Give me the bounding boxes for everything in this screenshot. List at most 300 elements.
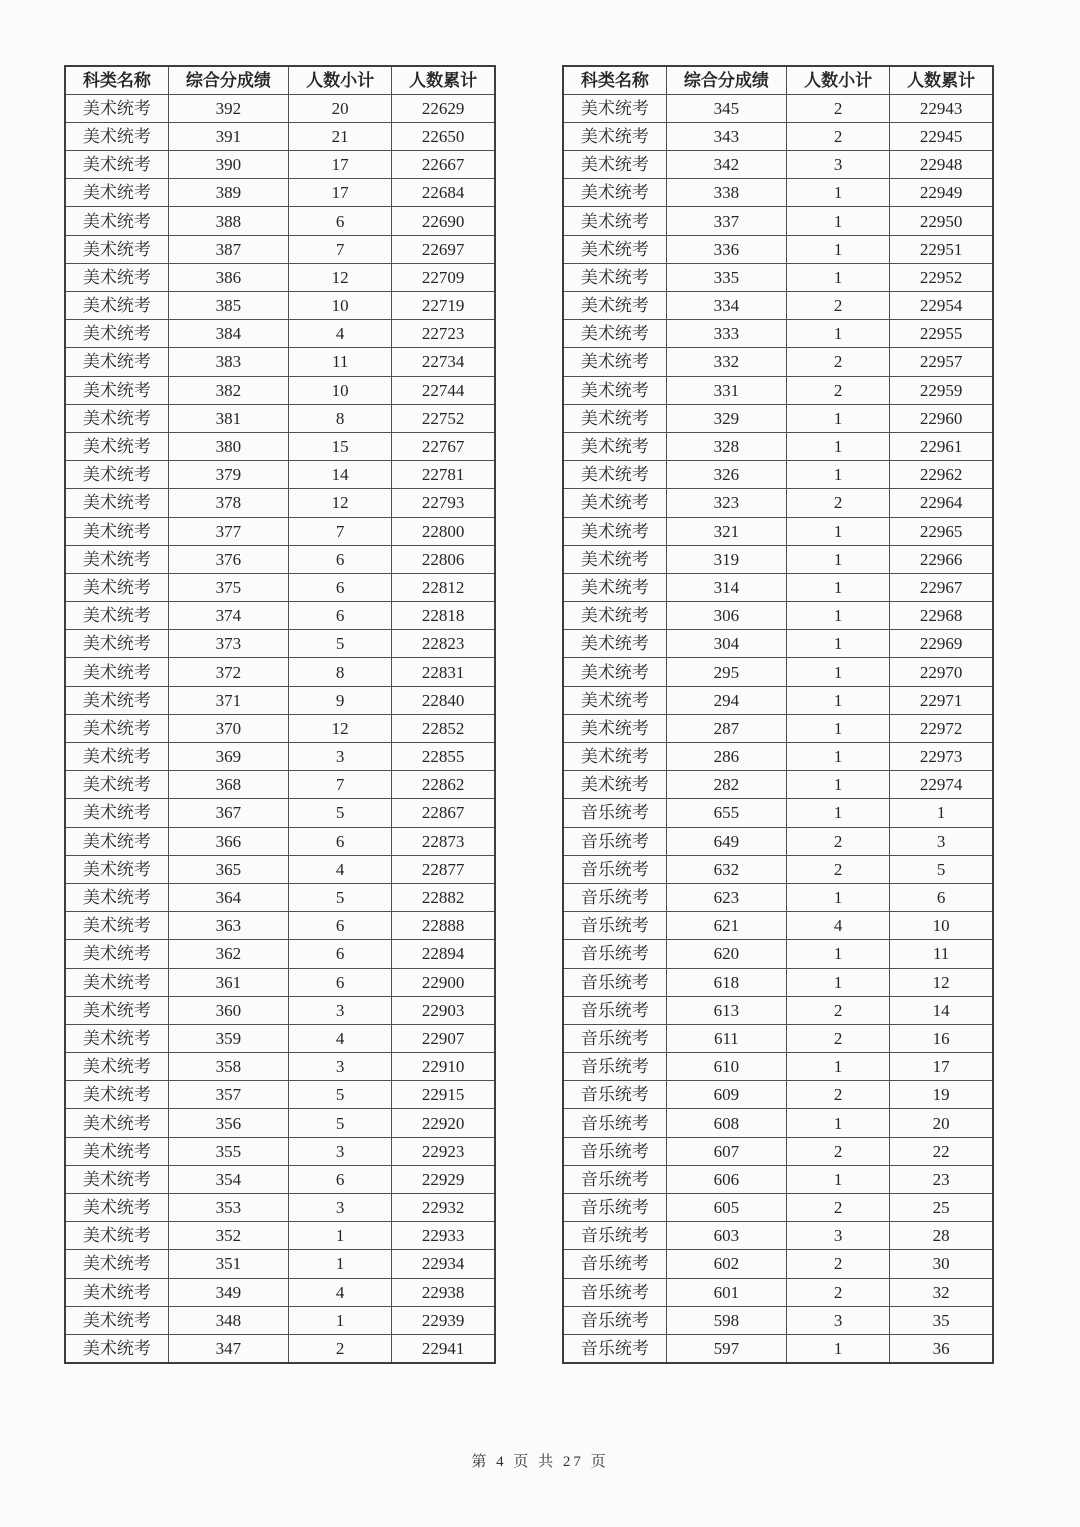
- table-row: [65, 207, 495, 235]
- table-cell: 音乐统考: [563, 940, 666, 968]
- table-cell: 3: [289, 1053, 392, 1081]
- table-cell: 22709: [392, 263, 495, 291]
- table-cell: 美术统考: [65, 855, 168, 883]
- table-cell: 22831: [392, 658, 495, 686]
- table-cell: 音乐统考: [563, 912, 666, 940]
- table-cell: 美术统考: [563, 489, 666, 517]
- header-category-name: 科类名称: [563, 66, 666, 94]
- table-cell: 7: [289, 517, 392, 545]
- table-cell: 22697: [392, 235, 495, 263]
- table-cell: 2: [787, 1194, 890, 1222]
- table-cell: 14: [890, 996, 993, 1024]
- table-cell: 22973: [890, 743, 993, 771]
- table-cell: 1: [787, 207, 890, 235]
- table-row: [563, 263, 993, 291]
- table-cell: 22941: [392, 1334, 495, 1362]
- table-cell: 606: [666, 1165, 786, 1193]
- table-row: [563, 1081, 993, 1109]
- table-cell: 382: [168, 376, 288, 404]
- table-cell: 22915: [392, 1081, 495, 1109]
- table-cell: 美术统考: [65, 1306, 168, 1334]
- table-cell: 美术统考: [65, 235, 168, 263]
- table-cell: 美术统考: [563, 320, 666, 348]
- table-row: [65, 1053, 495, 1081]
- table-cell: 音乐统考: [563, 1334, 666, 1362]
- table-row: [563, 489, 993, 517]
- table-cell: 375: [168, 573, 288, 601]
- table-cell: 36: [890, 1334, 993, 1362]
- table-cell: 30: [890, 1250, 993, 1278]
- table-cell: 1: [787, 1334, 890, 1362]
- table-cell: 602: [666, 1250, 786, 1278]
- table-cell: 美术统考: [65, 968, 168, 996]
- table-cell: 329: [666, 404, 786, 432]
- table-cell: 352: [168, 1222, 288, 1250]
- table-row: [65, 235, 495, 263]
- table-cell: 11: [289, 348, 392, 376]
- table-row: [65, 292, 495, 320]
- table-cell: 2: [787, 376, 890, 404]
- table-row: [65, 348, 495, 376]
- table-cell: 美术统考: [563, 432, 666, 460]
- table-cell: 美术统考: [563, 151, 666, 179]
- table-row: [563, 122, 993, 150]
- table-cell: 美术统考: [65, 517, 168, 545]
- table-cell: 370: [168, 714, 288, 742]
- table-body-right: [563, 94, 993, 1362]
- header-count-subtotal: 人数小计: [289, 66, 392, 94]
- table-row: [65, 1278, 495, 1306]
- table-cell: 美术统考: [65, 545, 168, 573]
- table-cell: 1: [787, 714, 890, 742]
- table-cell: 368: [168, 771, 288, 799]
- table-cell: 美术统考: [563, 348, 666, 376]
- table-cell: 22969: [890, 630, 993, 658]
- table-cell: 音乐统考: [563, 827, 666, 855]
- table-cell: 3: [890, 827, 993, 855]
- table-cell: 6: [890, 883, 993, 911]
- header-count-cumulative: 人数累计: [890, 66, 993, 94]
- table-cell: 6: [289, 827, 392, 855]
- table-cell: 4: [787, 912, 890, 940]
- table-cell: 22968: [890, 602, 993, 630]
- table-cell: 音乐统考: [563, 968, 666, 996]
- table-cell: 美术统考: [65, 376, 168, 404]
- table-cell: 美术统考: [563, 630, 666, 658]
- table-cell: 620: [666, 940, 786, 968]
- table-cell: 1: [787, 1053, 890, 1081]
- table-row: [65, 179, 495, 207]
- table-cell: 1: [787, 179, 890, 207]
- header-composite-score: 综合分成绩: [666, 66, 786, 94]
- table-cell: 287: [666, 714, 786, 742]
- table-row: [65, 855, 495, 883]
- table-cell: 5: [289, 799, 392, 827]
- table-cell: 4: [289, 320, 392, 348]
- table-cell: 377: [168, 517, 288, 545]
- table-row: [65, 1081, 495, 1109]
- table-cell: 353: [168, 1194, 288, 1222]
- table-cell: 337: [666, 207, 786, 235]
- table-cell: 22684: [392, 179, 495, 207]
- table-cell: 3: [289, 1194, 392, 1222]
- table-cell: 美术统考: [563, 658, 666, 686]
- table-cell: 1: [787, 771, 890, 799]
- table-cell: 22767: [392, 432, 495, 460]
- table-row: [65, 1109, 495, 1137]
- table-cell: 22938: [392, 1278, 495, 1306]
- table-cell: 9: [289, 686, 392, 714]
- table-cell: 1: [289, 1222, 392, 1250]
- table-cell: 音乐统考: [563, 1165, 666, 1193]
- table-cell: 22950: [890, 207, 993, 235]
- table-cell: 4: [289, 855, 392, 883]
- table-cell: 17: [289, 151, 392, 179]
- table-row: [65, 1250, 495, 1278]
- table-cell: 2: [787, 1137, 890, 1165]
- table-row: [563, 376, 993, 404]
- table-cell: 22734: [392, 348, 495, 376]
- table-cell: 351: [168, 1250, 288, 1278]
- table-cell: 22852: [392, 714, 495, 742]
- table-cell: 372: [168, 658, 288, 686]
- table-cell: 美术统考: [65, 1109, 168, 1137]
- table-cell: 22923: [392, 1137, 495, 1165]
- table-cell: 632: [666, 855, 786, 883]
- table-cell: 美术统考: [563, 573, 666, 601]
- table-cell: 597: [666, 1334, 786, 1362]
- table-cell: 6: [289, 602, 392, 630]
- table-cell: 374: [168, 602, 288, 630]
- table-cell: 6: [289, 207, 392, 235]
- table-row: [563, 996, 993, 1024]
- table-cell: 361: [168, 968, 288, 996]
- table-row: [65, 658, 495, 686]
- table-cell: 371: [168, 686, 288, 714]
- table-cell: 376: [168, 545, 288, 573]
- page-footer: 第 4 页 共 27 页: [471, 1454, 609, 1470]
- table-cell: 28: [890, 1222, 993, 1250]
- table-cell: 22888: [392, 912, 495, 940]
- table-cell: 354: [168, 1165, 288, 1193]
- table-cell: 美术统考: [65, 263, 168, 291]
- table-cell: 618: [666, 968, 786, 996]
- table-cell: 1: [787, 602, 890, 630]
- table-row: [65, 630, 495, 658]
- table-cell: 601: [666, 1278, 786, 1306]
- table-cell: 649: [666, 827, 786, 855]
- table-cell: 音乐统考: [563, 1053, 666, 1081]
- table-cell: 392: [168, 94, 288, 122]
- table-cell: 美术统考: [65, 320, 168, 348]
- table-cell: 12: [890, 968, 993, 996]
- table-cell: 19: [890, 1081, 993, 1109]
- header-count-subtotal: 人数小计: [787, 66, 890, 94]
- table-cell: 388: [168, 207, 288, 235]
- table-cell: 美术统考: [65, 714, 168, 742]
- table-cell: 14: [289, 461, 392, 489]
- table-row: [563, 743, 993, 771]
- table-cell: 319: [666, 545, 786, 573]
- table-cell: 8: [289, 404, 392, 432]
- table-cell: 音乐统考: [563, 855, 666, 883]
- table-cell: 22867: [392, 799, 495, 827]
- table-cell: 607: [666, 1137, 786, 1165]
- table-cell: 1: [787, 545, 890, 573]
- table-cell: 598: [666, 1306, 786, 1334]
- table-cell: 22960: [890, 404, 993, 432]
- table-cell: 6: [289, 1165, 392, 1193]
- table-cell: 音乐统考: [563, 1250, 666, 1278]
- table-cell: 22951: [890, 235, 993, 263]
- table-cell: 343: [666, 122, 786, 150]
- table-cell: 美术统考: [65, 658, 168, 686]
- table-row: [65, 799, 495, 827]
- table-row: [65, 263, 495, 291]
- table-cell: 366: [168, 827, 288, 855]
- table-cell: 22957: [890, 348, 993, 376]
- table-cell: 349: [168, 1278, 288, 1306]
- table-cell: 25: [890, 1194, 993, 1222]
- table-row: [65, 1165, 495, 1193]
- table-cell: 音乐统考: [563, 1137, 666, 1165]
- score-table-left: [64, 65, 496, 1364]
- table-cell: 22894: [392, 940, 495, 968]
- table-cell: 22877: [392, 855, 495, 883]
- table-cell: 美术统考: [65, 1081, 168, 1109]
- table-cell: 12: [289, 714, 392, 742]
- table-cell: 6: [289, 545, 392, 573]
- table-row: [563, 686, 993, 714]
- table-cell: 美术统考: [65, 1194, 168, 1222]
- table-cell: 5: [289, 630, 392, 658]
- table-row: [563, 1334, 993, 1362]
- table-cell: 22934: [392, 1250, 495, 1278]
- table-cell: 22862: [392, 771, 495, 799]
- table-cell: 22900: [392, 968, 495, 996]
- table-cell: 22793: [392, 489, 495, 517]
- table-cell: 621: [666, 912, 786, 940]
- table-cell: 4: [289, 1278, 392, 1306]
- table-row: [563, 461, 993, 489]
- table-cell: 美术统考: [65, 743, 168, 771]
- table-cell: 5: [890, 855, 993, 883]
- table-cell: 22952: [890, 263, 993, 291]
- table-row: [65, 432, 495, 460]
- table-cell: 美术统考: [65, 1278, 168, 1306]
- table-cell: 334: [666, 292, 786, 320]
- table-cell: 5: [289, 1109, 392, 1137]
- table-cell: 22933: [392, 1222, 495, 1250]
- table-cell: 286: [666, 743, 786, 771]
- table-cell: 6: [289, 573, 392, 601]
- table-row: [563, 1165, 993, 1193]
- table-row: [563, 912, 993, 940]
- table-cell: 321: [666, 517, 786, 545]
- table-cell: 22974: [890, 771, 993, 799]
- table-cell: 348: [168, 1306, 288, 1334]
- table-cell: 333: [666, 320, 786, 348]
- table-row: [563, 630, 993, 658]
- table-cell: 611: [666, 1024, 786, 1052]
- table-cell: 1: [787, 1165, 890, 1193]
- table-cell: 2: [787, 94, 890, 122]
- table-row: [65, 376, 495, 404]
- table-cell: 美术统考: [65, 602, 168, 630]
- table-cell: 1: [787, 263, 890, 291]
- table-cell: 12: [289, 263, 392, 291]
- table-row: [563, 179, 993, 207]
- table-cell: 美术统考: [65, 1137, 168, 1165]
- score-table-right: [562, 65, 994, 1364]
- table-cell: 音乐统考: [563, 1194, 666, 1222]
- table-cell: 22: [890, 1137, 993, 1165]
- table-cell: 美术统考: [65, 207, 168, 235]
- table-cell: 2: [787, 996, 890, 1024]
- table-row: [65, 122, 495, 150]
- table-row: [563, 94, 993, 122]
- table-cell: 336: [666, 235, 786, 263]
- table-cell: 5: [289, 883, 392, 911]
- table-row: [563, 771, 993, 799]
- table-cell: 22964: [890, 489, 993, 517]
- table-cell: 391: [168, 122, 288, 150]
- table-cell: 22962: [890, 461, 993, 489]
- table-cell: 608: [666, 1109, 786, 1137]
- table-row: [65, 517, 495, 545]
- table-row: [65, 602, 495, 630]
- table-cell: 美术统考: [563, 517, 666, 545]
- table-row: [65, 573, 495, 601]
- table-cell: 22967: [890, 573, 993, 601]
- table-cell: 358: [168, 1053, 288, 1081]
- table-cell: 323: [666, 489, 786, 517]
- table-cell: 美术统考: [563, 461, 666, 489]
- table-cell: 22966: [890, 545, 993, 573]
- table-row: [563, 1306, 993, 1334]
- table-row: [65, 461, 495, 489]
- table-cell: 2: [787, 827, 890, 855]
- table-header-row: [65, 66, 495, 94]
- table-cell: 美术统考: [563, 292, 666, 320]
- table-cell: 1: [289, 1250, 392, 1278]
- table-row: [563, 602, 993, 630]
- table-cell: 22650: [392, 122, 495, 150]
- table-cell: 美术统考: [65, 179, 168, 207]
- table-row: [563, 1250, 993, 1278]
- table-cell: 音乐统考: [563, 996, 666, 1024]
- table-cell: 美术统考: [65, 1250, 168, 1278]
- table-row: [563, 1137, 993, 1165]
- table-row: [563, 207, 993, 235]
- table-cell: 380: [168, 432, 288, 460]
- table-cell: 22929: [392, 1165, 495, 1193]
- table-cell: 22629: [392, 94, 495, 122]
- table-cell: 美术统考: [563, 714, 666, 742]
- table-cell: 22903: [392, 996, 495, 1024]
- table-cell: 7: [289, 771, 392, 799]
- table-cell: 338: [666, 179, 786, 207]
- table-row: [563, 432, 993, 460]
- table-cell: 3: [289, 1137, 392, 1165]
- table-cell: 335: [666, 263, 786, 291]
- table-cell: 22955: [890, 320, 993, 348]
- table-cell: 美术统考: [65, 771, 168, 799]
- table-row: [563, 714, 993, 742]
- table-cell: 2: [787, 1250, 890, 1278]
- table-cell: 369: [168, 743, 288, 771]
- table-cell: 17: [890, 1053, 993, 1081]
- table-row: [65, 404, 495, 432]
- table-cell: 613: [666, 996, 786, 1024]
- table-cell: 22948: [890, 151, 993, 179]
- table-cell: 美术统考: [65, 1165, 168, 1193]
- table-cell: 1: [787, 686, 890, 714]
- table-cell: 美术统考: [65, 827, 168, 855]
- table-cell: 5: [289, 1081, 392, 1109]
- table-row: [65, 489, 495, 517]
- table-cell: 2: [787, 1278, 890, 1306]
- table-cell: 2: [289, 1334, 392, 1362]
- table-cell: 20: [289, 94, 392, 122]
- table-row: [65, 545, 495, 573]
- table-cell: 2: [787, 855, 890, 883]
- table-cell: 345: [666, 94, 786, 122]
- table-cell: 294: [666, 686, 786, 714]
- table-cell: 22943: [890, 94, 993, 122]
- table-cell: 音乐统考: [563, 1222, 666, 1250]
- table-cell: 美术统考: [65, 94, 168, 122]
- table-row: [65, 151, 495, 179]
- table-cell: 美术统考: [563, 263, 666, 291]
- table-cell: 2: [787, 1024, 890, 1052]
- table-cell: 1: [890, 799, 993, 827]
- table-cell: 美术统考: [65, 1024, 168, 1052]
- table-cell: 1: [787, 320, 890, 348]
- table-cell: 379: [168, 461, 288, 489]
- table-cell: 282: [666, 771, 786, 799]
- table-cell: 美术统考: [563, 376, 666, 404]
- table-cell: 22971: [890, 686, 993, 714]
- table-cell: 362: [168, 940, 288, 968]
- table-cell: 387: [168, 235, 288, 263]
- table-cell: 2: [787, 1081, 890, 1109]
- table-row: [65, 771, 495, 799]
- table-cell: 20: [890, 1109, 993, 1137]
- table-cell: 音乐统考: [563, 799, 666, 827]
- table-cell: 22932: [392, 1194, 495, 1222]
- table-cell: 美术统考: [65, 292, 168, 320]
- table-cell: 音乐统考: [563, 1081, 666, 1109]
- table-cell: 美术统考: [563, 207, 666, 235]
- header-category-name: 科类名称: [65, 66, 168, 94]
- table-cell: 360: [168, 996, 288, 1024]
- table-cell: 1: [787, 743, 890, 771]
- table-cell: 22812: [392, 573, 495, 601]
- table-cell: 10: [289, 292, 392, 320]
- table-row: [563, 151, 993, 179]
- table-cell: 美术统考: [65, 996, 168, 1024]
- table-cell: 10: [289, 376, 392, 404]
- table-cell: 2: [787, 122, 890, 150]
- table-header-row: [563, 66, 993, 94]
- table-cell: 332: [666, 348, 786, 376]
- table-cell: 22965: [890, 517, 993, 545]
- table-cell: 605: [666, 1194, 786, 1222]
- table-cell: 373: [168, 630, 288, 658]
- table-cell: 22910: [392, 1053, 495, 1081]
- table-cell: 331: [666, 376, 786, 404]
